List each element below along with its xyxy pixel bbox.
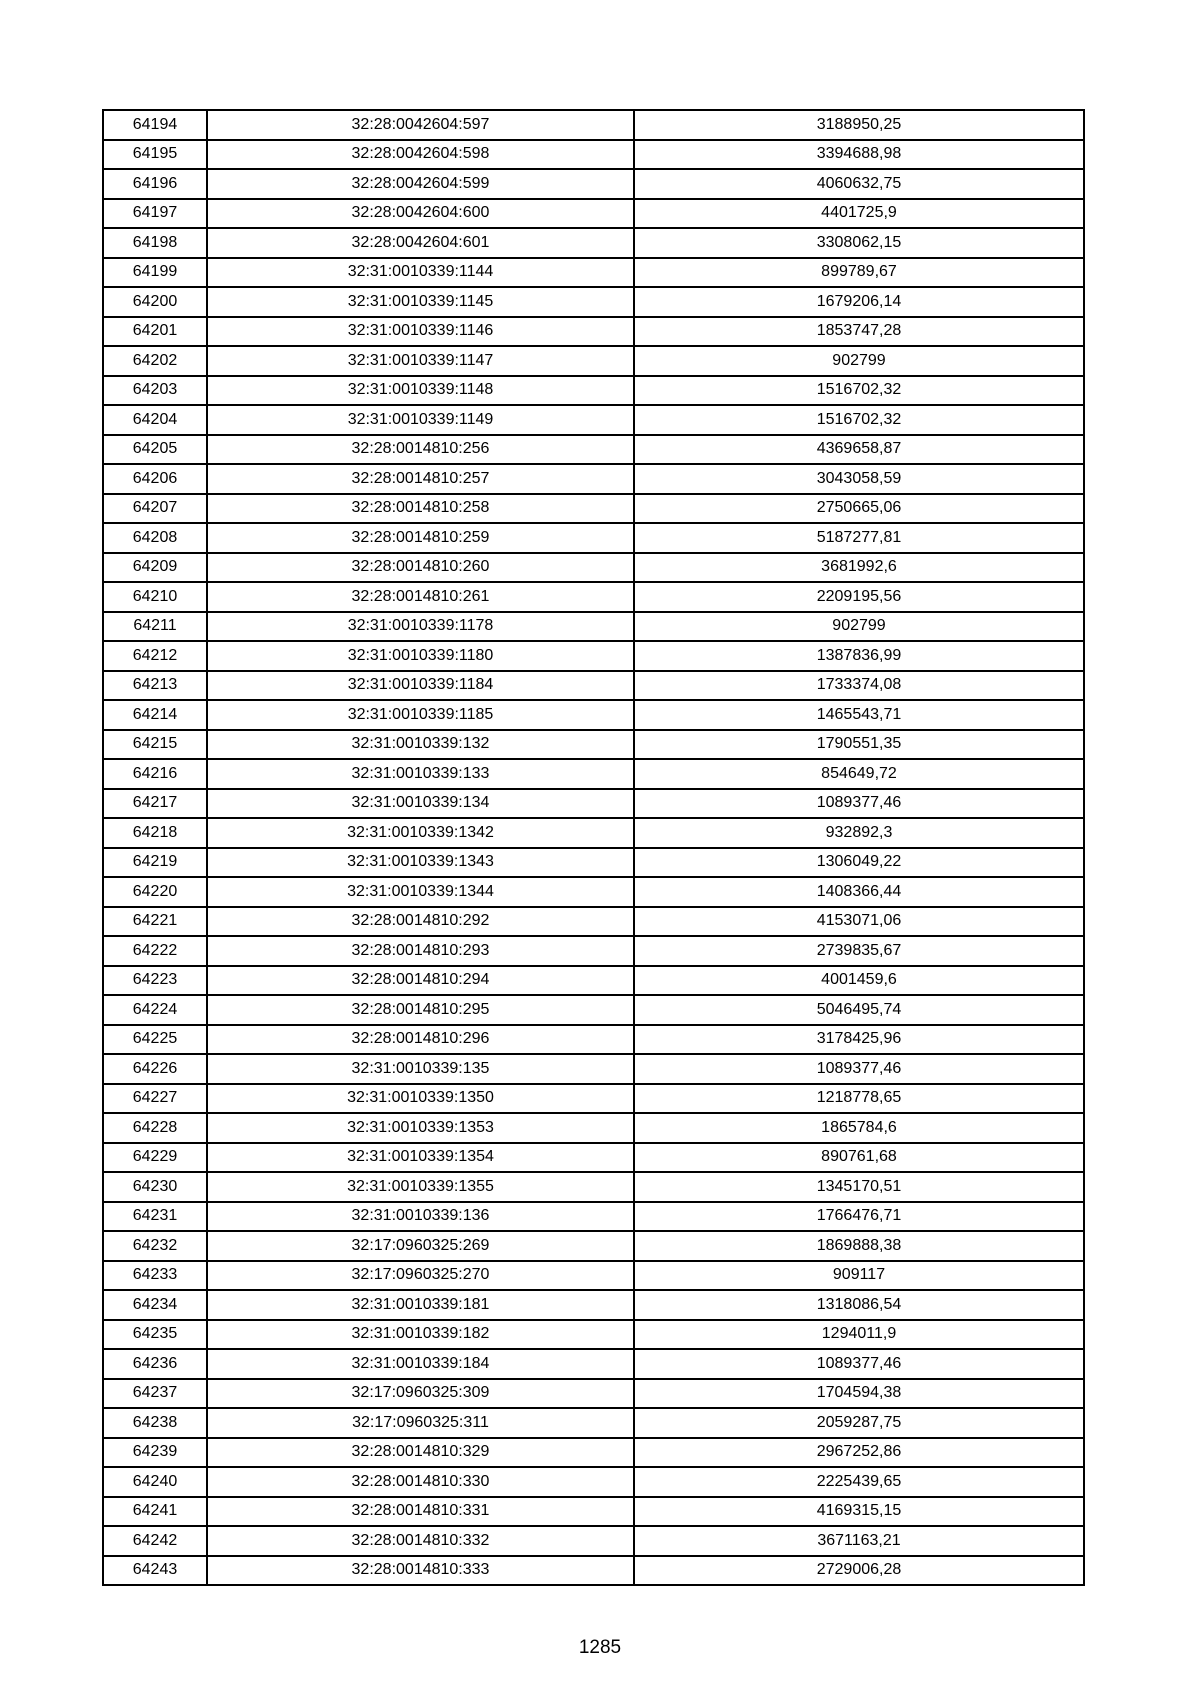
cadastral-number-cell: 32:28:0014810:292 bbox=[207, 907, 634, 937]
cadastral-value-cell: 4001459,6 bbox=[634, 966, 1084, 996]
cadastral-number-cell: 32:28:0014810:295 bbox=[207, 995, 634, 1025]
table-row bbox=[103, 1408, 1084, 1438]
cadastral-value-cell: 4153071,06 bbox=[634, 907, 1084, 937]
cadastral-number-cell: 32:31:0010339:182 bbox=[207, 1320, 634, 1350]
cadastral-number-cell: 32:31:0010339:1147 bbox=[207, 346, 634, 376]
table-row bbox=[103, 110, 1084, 140]
page-number: 1285 bbox=[578, 1637, 622, 1658]
cadastral-value-cell: 1865784,6 bbox=[634, 1113, 1084, 1143]
row-number-cell: 64195 bbox=[103, 140, 207, 170]
cadastral-number-cell: 32:28:0014810:331 bbox=[207, 1497, 634, 1527]
row-number-cell: 64212 bbox=[103, 641, 207, 671]
cadastral-number-cell: 32:28:0042604:599 bbox=[207, 169, 634, 199]
cadastral-number-cell: 32:28:0042604:598 bbox=[207, 140, 634, 170]
cadastral-number-cell: 32:28:0014810:258 bbox=[207, 494, 634, 524]
row-number-cell: 64197 bbox=[103, 199, 207, 229]
table-row bbox=[103, 671, 1084, 701]
cadastral-value-cell: 1465543,71 bbox=[634, 700, 1084, 730]
table-row bbox=[103, 966, 1084, 996]
row-number-cell: 64207 bbox=[103, 494, 207, 524]
cadastral-value-cell: 2729006,28 bbox=[634, 1556, 1084, 1586]
row-number-cell: 64223 bbox=[103, 966, 207, 996]
cadastral-value-cell: 1306049,22 bbox=[634, 848, 1084, 878]
cadastral-value-cell: 1869888,38 bbox=[634, 1231, 1084, 1261]
cadastral-number-cell: 32:28:0014810:257 bbox=[207, 464, 634, 494]
row-number-cell: 64217 bbox=[103, 789, 207, 819]
row-number-cell: 64234 bbox=[103, 1290, 207, 1320]
cadastral-number-cell: 32:17:0960325:270 bbox=[207, 1261, 634, 1291]
cadastral-value-cell: 1089377,46 bbox=[634, 1349, 1084, 1379]
table-row bbox=[103, 140, 1084, 170]
cadastral-number-cell: 32:31:0010339:1148 bbox=[207, 376, 634, 406]
table-row bbox=[103, 1349, 1084, 1379]
table-row bbox=[103, 376, 1084, 406]
cadastral-value-cell: 2739835,67 bbox=[634, 936, 1084, 966]
cadastral-number-cell: 32:31:0010339:1146 bbox=[207, 317, 634, 347]
table-row bbox=[103, 1467, 1084, 1497]
row-number-cell: 64240 bbox=[103, 1467, 207, 1497]
row-number-cell: 64194 bbox=[103, 110, 207, 140]
row-number-cell: 64236 bbox=[103, 1349, 207, 1379]
cadastral-value-cell: 1089377,46 bbox=[634, 789, 1084, 819]
row-number-cell: 64200 bbox=[103, 287, 207, 317]
cadastral-value-cell: 4369658,87 bbox=[634, 435, 1084, 465]
row-number-cell: 64211 bbox=[103, 612, 207, 642]
table-row bbox=[103, 907, 1084, 937]
cadastral-value-cell: 890761,68 bbox=[634, 1143, 1084, 1173]
cadastral-value-cell: 2059287,75 bbox=[634, 1408, 1084, 1438]
table-row bbox=[103, 523, 1084, 553]
cadastral-value-cell: 4401725,9 bbox=[634, 199, 1084, 229]
row-number-cell: 64238 bbox=[103, 1408, 207, 1438]
cadastral-value-cell: 909117 bbox=[634, 1261, 1084, 1291]
table-row bbox=[103, 1497, 1084, 1527]
table-row bbox=[103, 789, 1084, 819]
row-number-cell: 64203 bbox=[103, 376, 207, 406]
row-number-cell: 64228 bbox=[103, 1113, 207, 1143]
table-row bbox=[103, 995, 1084, 1025]
cadastral-value-cell: 4060632,75 bbox=[634, 169, 1084, 199]
cadastral-number-cell: 32:28:0014810:260 bbox=[207, 553, 634, 583]
table-row bbox=[103, 877, 1084, 907]
row-number-cell: 64204 bbox=[103, 405, 207, 435]
cadastral-number-cell: 32:28:0042604:601 bbox=[207, 228, 634, 258]
table-row bbox=[103, 582, 1084, 612]
cadastral-value-cell: 1704594,38 bbox=[634, 1379, 1084, 1409]
row-number-cell: 64226 bbox=[103, 1054, 207, 1084]
table-row bbox=[103, 228, 1084, 258]
cadastral-value-cell: 902799 bbox=[634, 346, 1084, 376]
row-number-cell: 64208 bbox=[103, 523, 207, 553]
cadastral-number-cell: 32:31:0010339:1178 bbox=[207, 612, 634, 642]
cadastral-number-cell: 32:28:0042604:600 bbox=[207, 199, 634, 229]
row-number-cell: 64222 bbox=[103, 936, 207, 966]
table-row bbox=[103, 317, 1084, 347]
cadastral-number-cell: 32:28:0014810:261 bbox=[207, 582, 634, 612]
row-number-cell: 64202 bbox=[103, 346, 207, 376]
table-row bbox=[103, 612, 1084, 642]
table-row bbox=[103, 1261, 1084, 1291]
cadastral-number-cell: 32:31:0010339:1144 bbox=[207, 258, 634, 288]
table-row bbox=[103, 1054, 1084, 1084]
cadastral-value-cell: 1218778,65 bbox=[634, 1084, 1084, 1114]
cadastral-value-cell: 3394688,98 bbox=[634, 140, 1084, 170]
row-number-cell: 64235 bbox=[103, 1320, 207, 1350]
cadastral-number-cell: 32:31:0010339:135 bbox=[207, 1054, 634, 1084]
row-number-cell: 64210 bbox=[103, 582, 207, 612]
table-row bbox=[103, 199, 1084, 229]
cadastral-value-cell: 1294011,9 bbox=[634, 1320, 1084, 1350]
cadastral-value-cell: 902799 bbox=[634, 612, 1084, 642]
cadastral-number-cell: 32:28:0014810:293 bbox=[207, 936, 634, 966]
row-number-cell: 64214 bbox=[103, 700, 207, 730]
cadastral-number-cell: 32:31:0010339:184 bbox=[207, 1349, 634, 1379]
cadastral-value-cell: 5046495,74 bbox=[634, 995, 1084, 1025]
row-number-cell: 64241 bbox=[103, 1497, 207, 1527]
cadastral-value-cell: 1790551,35 bbox=[634, 730, 1084, 760]
cadastral-value-cell: 3681992,6 bbox=[634, 553, 1084, 583]
cadastral-value-cell: 1408366,44 bbox=[634, 877, 1084, 907]
cadastral-value-cell: 1766476,71 bbox=[634, 1202, 1084, 1232]
table-row bbox=[103, 641, 1084, 671]
table-row bbox=[103, 1290, 1084, 1320]
cadastral-value-cell: 1853747,28 bbox=[634, 317, 1084, 347]
table-row bbox=[103, 169, 1084, 199]
row-number-cell: 64230 bbox=[103, 1172, 207, 1202]
row-number-cell: 64233 bbox=[103, 1261, 207, 1291]
cadastral-number-cell: 32:31:0010339:1354 bbox=[207, 1143, 634, 1173]
cadastral-number-cell: 32:31:0010339:132 bbox=[207, 730, 634, 760]
cadastral-number-cell: 32:31:0010339:136 bbox=[207, 1202, 634, 1232]
row-number-cell: 64231 bbox=[103, 1202, 207, 1232]
table-row bbox=[103, 936, 1084, 966]
table-row bbox=[103, 346, 1084, 376]
cadastral-value-cell: 1318086,54 bbox=[634, 1290, 1084, 1320]
table-row bbox=[103, 287, 1084, 317]
row-number-cell: 64216 bbox=[103, 759, 207, 789]
cadastral-value-cell: 1089377,46 bbox=[634, 1054, 1084, 1084]
cadastral-value-cell: 1516702,32 bbox=[634, 376, 1084, 406]
table-row bbox=[103, 1556, 1084, 1586]
cadastral-number-cell: 32:28:0042604:597 bbox=[207, 110, 634, 140]
cadastral-number-cell: 32:28:0014810:296 bbox=[207, 1025, 634, 1055]
cadastral-value-cell: 1733374,08 bbox=[634, 671, 1084, 701]
cadastral-value-cell: 932892,3 bbox=[634, 818, 1084, 848]
row-number-cell: 64205 bbox=[103, 435, 207, 465]
cadastral-number-cell: 32:28:0014810:256 bbox=[207, 435, 634, 465]
table-row bbox=[103, 1526, 1084, 1556]
cadastral-value-cell: 2967252,86 bbox=[634, 1438, 1084, 1468]
row-number-cell: 64218 bbox=[103, 818, 207, 848]
cadastral-number-cell: 32:17:0960325:269 bbox=[207, 1231, 634, 1261]
cadastral-number-cell: 32:31:0010339:181 bbox=[207, 1290, 634, 1320]
cadastral-value-cell: 3308062,15 bbox=[634, 228, 1084, 258]
table-row bbox=[103, 258, 1084, 288]
table-row bbox=[103, 405, 1084, 435]
table-row bbox=[103, 818, 1084, 848]
cadastral-number-cell: 32:31:0010339:1149 bbox=[207, 405, 634, 435]
cadastral-number-cell: 32:31:0010339:133 bbox=[207, 759, 634, 789]
row-number-cell: 64242 bbox=[103, 1526, 207, 1556]
row-number-cell: 64243 bbox=[103, 1556, 207, 1586]
row-number-cell: 64198 bbox=[103, 228, 207, 258]
row-number-cell: 64227 bbox=[103, 1084, 207, 1114]
cadastral-number-cell: 32:31:0010339:1180 bbox=[207, 641, 634, 671]
cadastral-value-cell: 3671163,21 bbox=[634, 1526, 1084, 1556]
table-row bbox=[103, 1438, 1084, 1468]
table-row bbox=[103, 1143, 1084, 1173]
cadastral-value-cell: 2225439,65 bbox=[634, 1467, 1084, 1497]
table-row bbox=[103, 1113, 1084, 1143]
cadastral-number-cell: 32:17:0960325:311 bbox=[207, 1408, 634, 1438]
cadastral-value-cell: 4169315,15 bbox=[634, 1497, 1084, 1527]
cadastral-number-cell: 32:28:0014810:329 bbox=[207, 1438, 634, 1468]
table-row bbox=[103, 553, 1084, 583]
table-row bbox=[103, 1025, 1084, 1055]
row-number-cell: 64206 bbox=[103, 464, 207, 494]
row-number-cell: 64225 bbox=[103, 1025, 207, 1055]
cadastral-number-cell: 32:31:0010339:134 bbox=[207, 789, 634, 819]
row-number-cell: 64209 bbox=[103, 553, 207, 583]
cadastral-value-cell: 1679206,14 bbox=[634, 287, 1084, 317]
cadastral-number-cell: 32:31:0010339:1343 bbox=[207, 848, 634, 878]
cadastral-value-cell: 2750665,06 bbox=[634, 494, 1084, 524]
cadastral-number-cell: 32:31:0010339:1184 bbox=[207, 671, 634, 701]
cadastral-number-cell: 32:31:0010339:1353 bbox=[207, 1113, 634, 1143]
cadastral-number-cell: 32:28:0014810:259 bbox=[207, 523, 634, 553]
cadastral-number-cell: 32:31:0010339:1350 bbox=[207, 1084, 634, 1114]
row-number-cell: 64199 bbox=[103, 258, 207, 288]
cadastral-number-cell: 32:28:0014810:332 bbox=[207, 1526, 634, 1556]
cadastral-number-cell: 32:31:0010339:1342 bbox=[207, 818, 634, 848]
table-row bbox=[103, 494, 1084, 524]
row-number-cell: 64215 bbox=[103, 730, 207, 760]
table-row bbox=[103, 464, 1084, 494]
cadastral-number-cell: 32:28:0014810:330 bbox=[207, 1467, 634, 1497]
cadastral-value-cell: 1387836,99 bbox=[634, 641, 1084, 671]
cadastral-number-cell: 32:31:0010339:1185 bbox=[207, 700, 634, 730]
row-number-cell: 64213 bbox=[103, 671, 207, 701]
row-number-cell: 64224 bbox=[103, 995, 207, 1025]
cadastral-value-cell: 854649,72 bbox=[634, 759, 1084, 789]
cadastral-value-cell: 899789,67 bbox=[634, 258, 1084, 288]
row-number-cell: 64221 bbox=[103, 907, 207, 937]
cadastral-number-cell: 32:31:0010339:1355 bbox=[207, 1172, 634, 1202]
cadastral-value-cell: 3188950,25 bbox=[634, 110, 1084, 140]
cadastral-number-cell: 32:17:0960325:309 bbox=[207, 1379, 634, 1409]
cadastral-number-cell: 32:31:0010339:1344 bbox=[207, 877, 634, 907]
row-number-cell: 64237 bbox=[103, 1379, 207, 1409]
cadastral-value-cell: 3043058,59 bbox=[634, 464, 1084, 494]
row-number-cell: 64229 bbox=[103, 1143, 207, 1173]
table-body bbox=[103, 110, 1084, 1585]
row-number-cell: 64201 bbox=[103, 317, 207, 347]
table-row bbox=[103, 759, 1084, 789]
row-number-cell: 64220 bbox=[103, 877, 207, 907]
table-row bbox=[103, 700, 1084, 730]
table-row bbox=[103, 1084, 1084, 1114]
table-row bbox=[103, 435, 1084, 465]
cadastral-value-cell: 1345170,51 bbox=[634, 1172, 1084, 1202]
row-number-cell: 64239 bbox=[103, 1438, 207, 1468]
cadastral-number-cell: 32:28:0014810:333 bbox=[207, 1556, 634, 1586]
row-number-cell: 64196 bbox=[103, 169, 207, 199]
table-row bbox=[103, 1231, 1084, 1261]
cadastral-value-cell: 5187277,81 bbox=[634, 523, 1084, 553]
table-row bbox=[103, 1202, 1084, 1232]
cadastral-number-cell: 32:28:0014810:294 bbox=[207, 966, 634, 996]
cadastral-value-cell: 2209195,56 bbox=[634, 582, 1084, 612]
cadastral-number-cell: 32:31:0010339:1145 bbox=[207, 287, 634, 317]
row-number-cell: 64232 bbox=[103, 1231, 207, 1261]
row-number-cell: 64219 bbox=[103, 848, 207, 878]
table-row bbox=[103, 1320, 1084, 1350]
cadastral-value-cell: 1516702,32 bbox=[634, 405, 1084, 435]
table-row bbox=[103, 730, 1084, 760]
table-row bbox=[103, 848, 1084, 878]
table-row bbox=[103, 1379, 1084, 1409]
table-row bbox=[103, 1172, 1084, 1202]
cadastral-value-table bbox=[102, 109, 1085, 1586]
cadastral-value-cell: 3178425,96 bbox=[634, 1025, 1084, 1055]
